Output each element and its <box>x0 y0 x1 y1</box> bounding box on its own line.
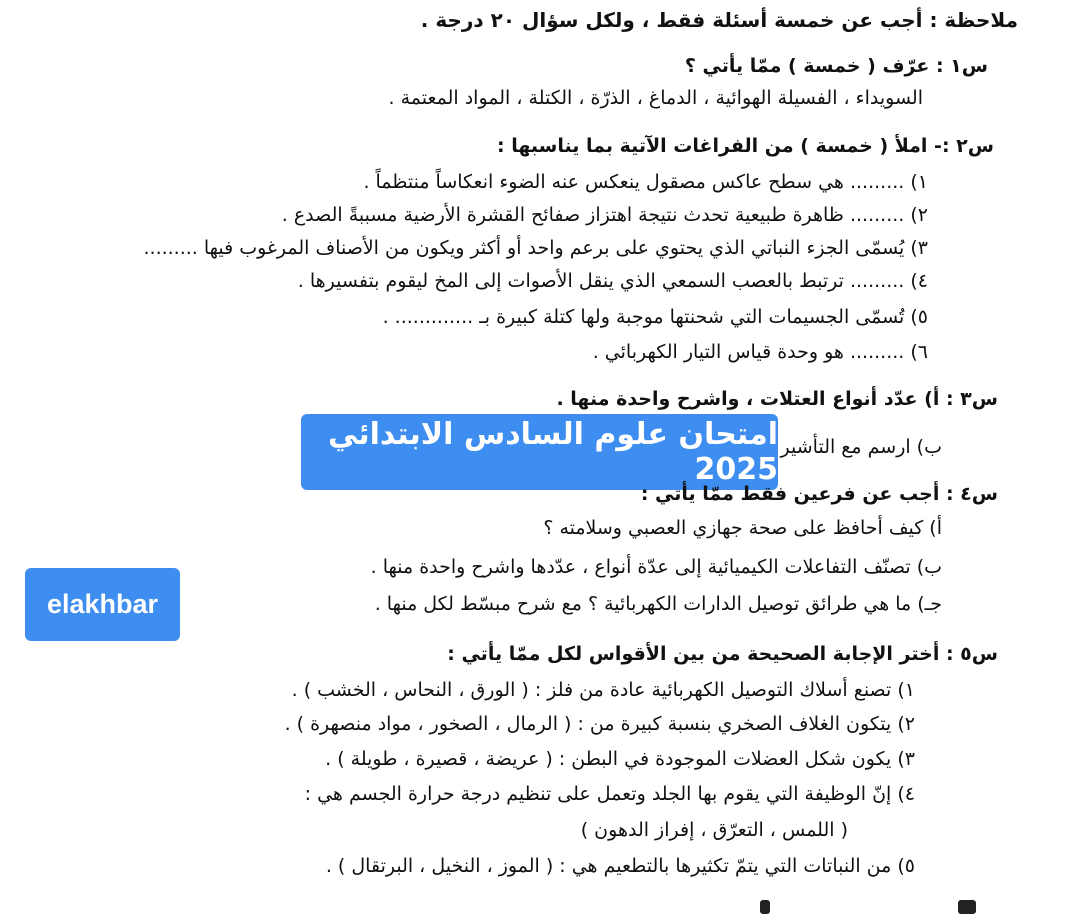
q1-terms: السويداء ، الفسيلة الهوائية ، الدماغ ، الذرّة ، الكتلة ، المواد المعتمة . <box>388 87 923 109</box>
q5-item-1: ١) تصنع أسلاك التوصيل الكهربائية عادة من فلز : ( الورق ، النحاس ، الخشب ) . <box>291 679 915 701</box>
q2-item-2: ٢) ......... ظاهرة طبيعية تحدث نتيجة اهتزاز صفائح القشرة الأرضية مسببةً الصدع . <box>281 204 928 226</box>
q4-title: س٤ : أجب عن فرعين فقط ممّا يأتي : <box>640 483 998 505</box>
q5-item-5: ٥) من النباتات التي يتمّ تكثيرها بالتطعيم هي : ( الموز ، النخيل ، البرتقال ) . <box>325 855 915 877</box>
q5-item-2: ٢) يتكون الغلاف الصخري بنسبة كبيرة من : ( الرمال ، الصخور ، مواد منصهرة ) . <box>284 713 915 735</box>
q2-title: س٢ :- املأ ( خمسة ) من الفراغات الآتية بما يناسبها : <box>497 135 994 157</box>
q5-item-4-options: ( اللمس ، التعرّق ، إفراز الدهون ) <box>580 819 848 841</box>
q2-item-4: ٤) ......... ترتبط بالعصب السمعي الذي ينقل الأصوات إلى المخ ليقوم بتفسيرها . <box>297 270 928 292</box>
q3-part-b: ب) ارسم مع التأشير <box>780 436 942 458</box>
q5-title: س٥ : أختر الإجابة الصحيحة من بين الأقواس لكل ممّا يأتي : <box>447 643 998 665</box>
q4-item-c: جـ) ما هي طرائق توصيل الدارات الكهربائية ؟ مع شرح مبسّط لكل منها . <box>374 593 942 615</box>
q5-item-3: ٣) يكون شكل العضلات الموجودة في البطن : ( عريضة ، قصيرة ، طويلة ) . <box>325 748 915 770</box>
watermark-label: elakhbar <box>25 568 180 641</box>
title-banner: امتحان علوم السادس الابتدائي 2025 <box>301 414 778 490</box>
q2-item-3: ٣) يُسمّى الجزء النباتي الذي يحتوي على برعم واحد أو أكثر ويكون من الأصناف المرغوب فيها ......... <box>143 237 928 259</box>
q2-item-1: ١) ......... هي سطح عاكس مصقول ينعكس عنه الضوء انعكاساً منتظماً . <box>363 171 928 193</box>
q2-item-6: ٦) ......... هو وحدة قياس التيار الكهربائي . <box>592 341 928 363</box>
q1-title: س١ : عرّف ( خمسة ) ممّا يأتي ؟ <box>684 55 988 77</box>
cut-off-glyph <box>760 900 770 914</box>
q3-title: س٣ : أ) عدّد أنواع العتلات ، واشرح واحدة منها . <box>556 388 998 410</box>
exam-note: ملاحظة : أجب عن خمسة أسئلة فقط ، ولكل سؤال ٢٠ درجة . <box>420 8 1018 32</box>
q4-item-b: ب) تصنّف التفاعلات الكيميائية إلى عدّة أنواع ، عدّدها واشرح واحدة منها . <box>370 556 942 578</box>
cut-off-glyph <box>958 900 976 914</box>
q5-item-4: ٤) إنّ الوظيفة التي يقوم بها الجلد وتعمل على تنظيم درجة حرارة الجسم هي : <box>304 783 915 805</box>
q2-item-5: ٥) تُسمّى الجسيمات التي شحنتها موجبة ولها كتلة كبيرة بـ ............. . <box>382 306 928 328</box>
q4-item-a: أ) كيف أحافظ على صحة جهازي العصبي وسلامته ؟ <box>543 517 942 539</box>
